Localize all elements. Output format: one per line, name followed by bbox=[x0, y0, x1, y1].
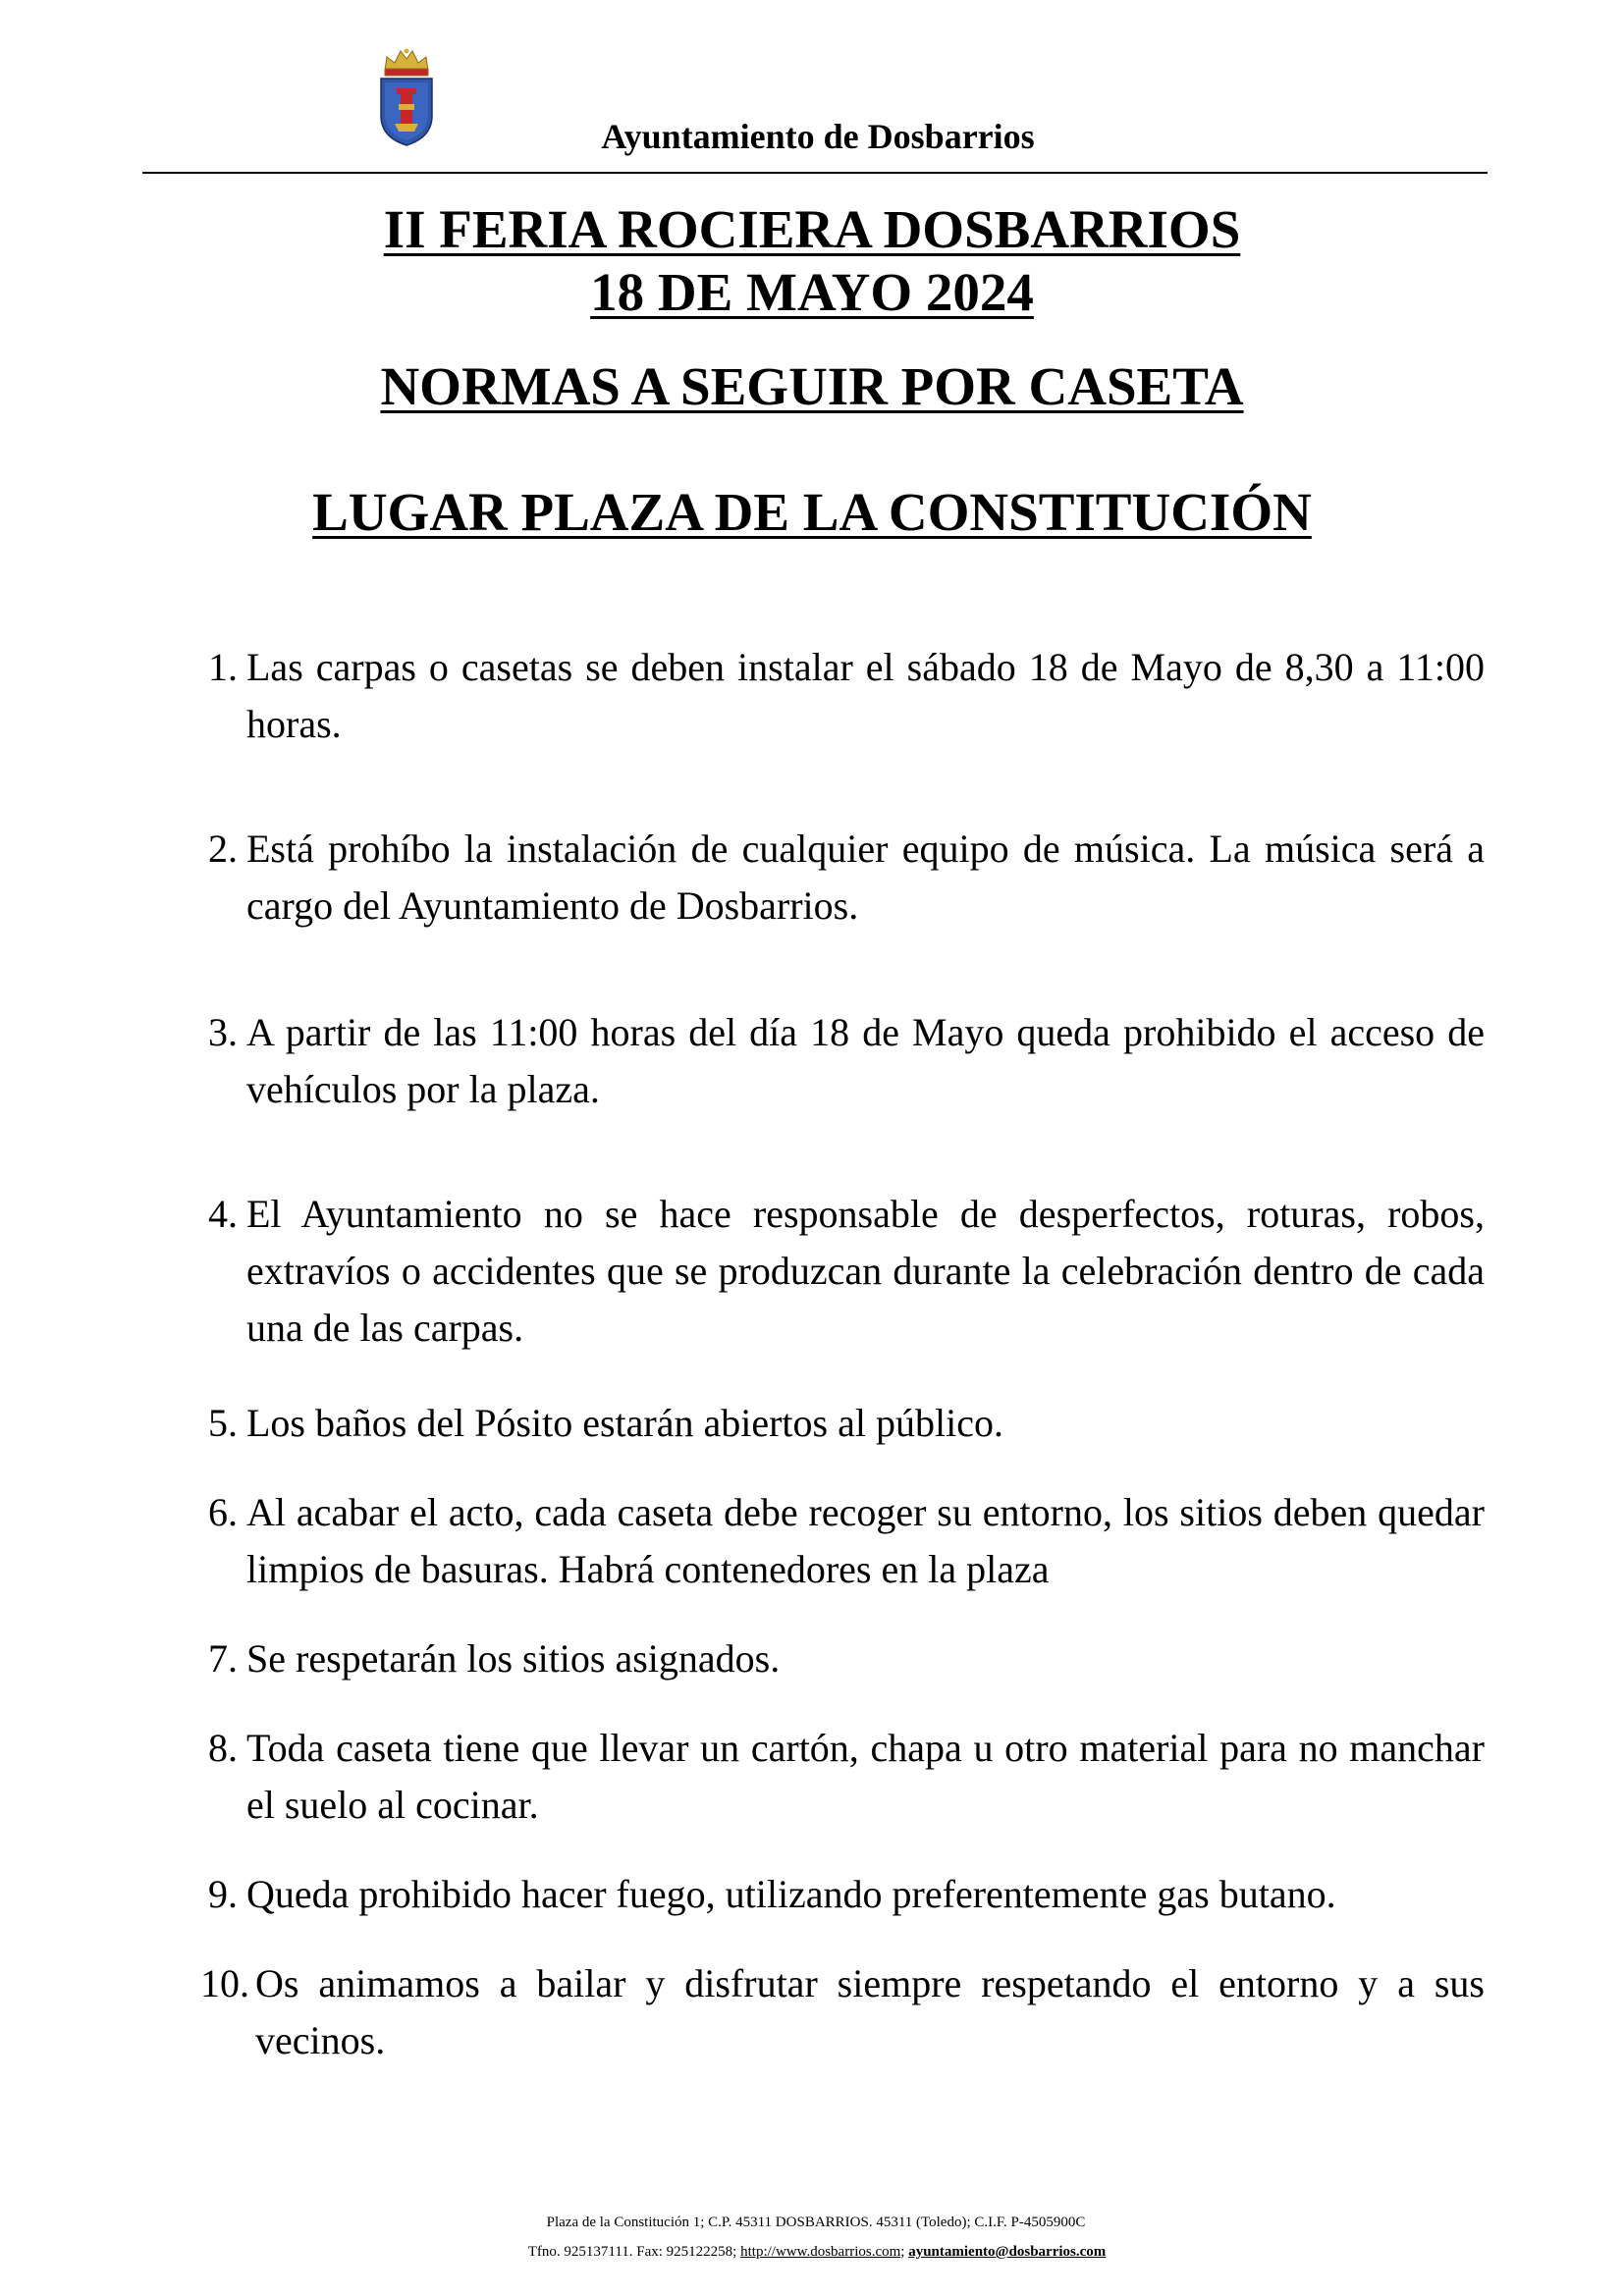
footer-separator: ; bbox=[900, 2244, 905, 2260]
list-item-number: 7. bbox=[208, 1636, 238, 1681]
list-item-text: Al acabar el acto, cada caseta debe recoger su entorno, los sitios deben quedar limpios de basuras. Habrá contenedores en la plaza bbox=[246, 1490, 1485, 1591]
website-link[interactable]: http://www.dosbarrios.com bbox=[740, 2244, 901, 2260]
list-item-text: Se respetarán los sitios asignados. bbox=[246, 1636, 781, 1681]
footer-phone-fax: Tfno. 925137111. Fax: 925122258; bbox=[527, 2244, 737, 2260]
list-item-text: A partir de las 11:00 horas del día 18 de Mayo queda prohibido el acceso de vehículos por la plaza. bbox=[246, 1010, 1485, 1111]
list-item-text: Está prohíbo la instalación de cualquier equipo de música. La música será a cargo del Ayuntamiento de Dosbarrios. bbox=[246, 827, 1485, 928]
email-link[interactable]: ayuntamiento@dosbarrios.com bbox=[908, 2244, 1107, 2260]
event-title: II FERIA ROCIERA DOSBARRIOS bbox=[383, 199, 1241, 259]
list-item-text: El Ayuntamiento no se hace responsable de desperfectos, roturas, robos, extravíos o accidentes que se produzcan durante la celebración dentro de cada una de las carpas. bbox=[246, 1192, 1485, 1350]
list-item-number: 4. bbox=[208, 1192, 238, 1236]
list-item-number: 1. bbox=[208, 645, 238, 689]
header-title: Ayuntamiento de Dosbarrios bbox=[601, 117, 1035, 156]
footer-address: Plaza de la Constitución 1; C.P. 45311 DOSBARRIOS. 45311 (Toledo); C.I.F. P-4505900C bbox=[546, 2215, 1086, 2230]
list-item-text: Los baños del Pósito estarán abiertos al público. bbox=[246, 1401, 1003, 1445]
header-divider bbox=[142, 172, 1488, 174]
list-item-text: Toda caseta tiene que llevar un cartón, chapa u otro material para no manchar el suelo al cocinar. bbox=[246, 1726, 1485, 1827]
list-item-text: Las carpas o casetas se deben instalar el sábado 18 de Mayo de 8,30 a 11:00 horas. bbox=[246, 645, 1485, 746]
list-item-number: 9. bbox=[208, 1872, 238, 1916]
list-item-number: 10. bbox=[200, 1961, 249, 2005]
list-item-text: Queda prohibido hacer fuego, utilizando preferentemente gas butano. bbox=[246, 1872, 1336, 1916]
event-date: 18 DE MAYO 2024 bbox=[590, 262, 1034, 322]
list-item-number: 8. bbox=[208, 1726, 238, 1770]
list-item-text: Os animamos a bailar y disfrutar siempre respetando el entorno y a sus vecinos. bbox=[255, 1961, 1485, 2062]
footer-contact bbox=[0, 2242, 1624, 2262]
list-item-number: 6. bbox=[208, 1490, 238, 1534]
list-item-number: 2. bbox=[208, 827, 238, 871]
rules-title: NORMAS A SEGUIR POR CASETA bbox=[380, 356, 1244, 416]
list-item-number: 5. bbox=[208, 1401, 238, 1445]
list-item-number: 3. bbox=[208, 1010, 238, 1054]
event-place: LUGAR PLAZA DE LA CONSTITUCIÓN bbox=[312, 482, 1312, 542]
